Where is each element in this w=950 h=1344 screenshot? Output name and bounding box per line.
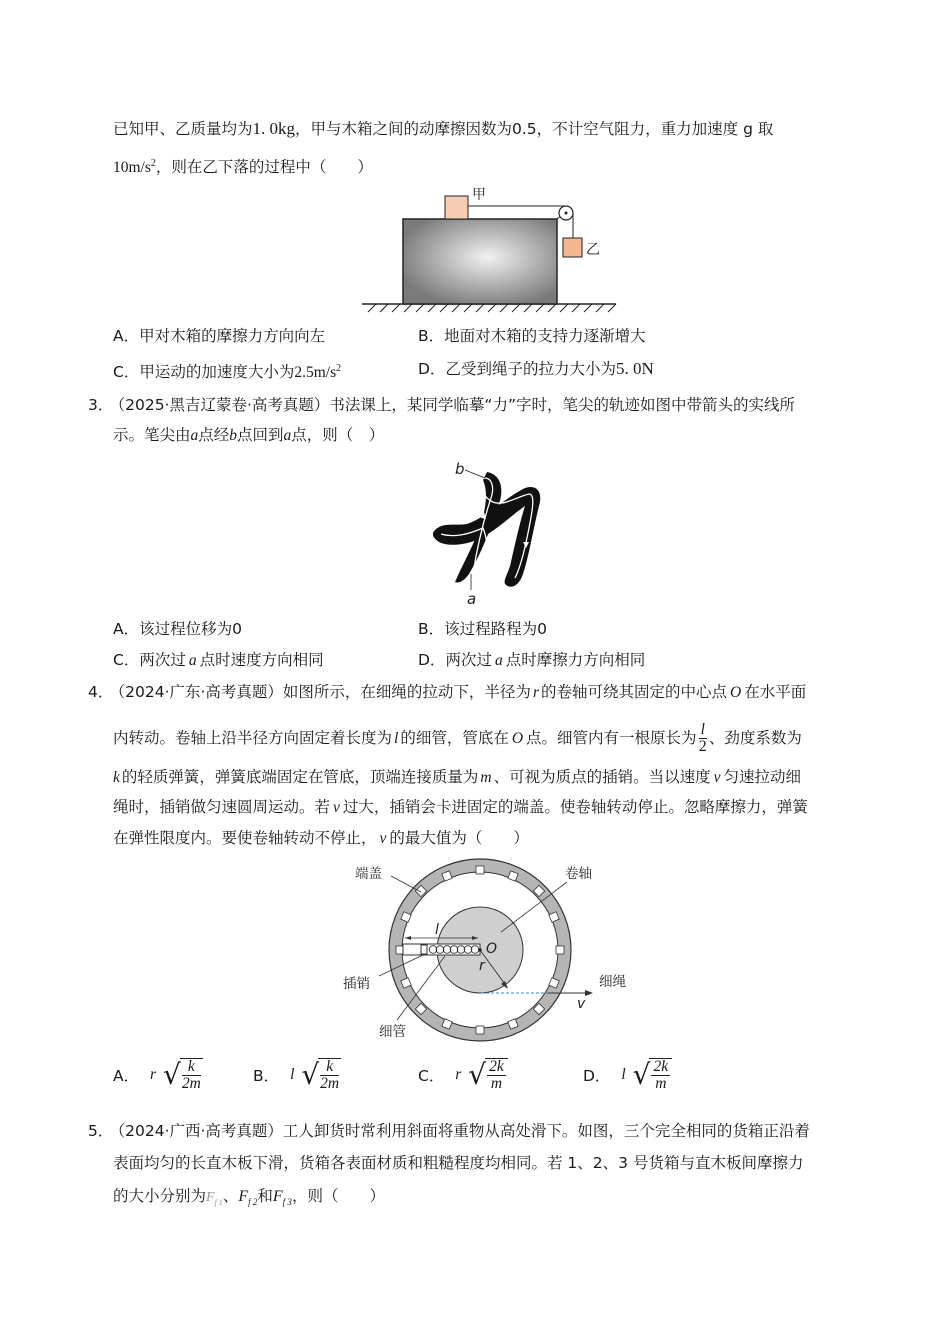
frac-den: m — [655, 1075, 667, 1092]
q5-stem-line1 — [88, 1120, 810, 1142]
q5-text: 、 — [222, 1187, 239, 1205]
frac-num: k — [320, 1059, 339, 1076]
option-text: 两次过 — [139, 651, 186, 669]
fraction — [182, 1059, 201, 1092]
option-text: 两次过 — [445, 651, 492, 669]
option-text: 该过程路程为0 — [444, 620, 548, 638]
q4-option-a[interactable] — [113, 1058, 203, 1092]
q5-text: ，则（ ） — [291, 1187, 385, 1205]
option-letter: A． — [113, 327, 140, 345]
var-v: v — [713, 769, 721, 786]
option-letter: D． — [418, 651, 446, 669]
arrow-head — [585, 990, 593, 996]
option-text: 乙受到绳子的拉力大小为 — [445, 360, 616, 378]
q3-figure-calligraphy-li — [425, 458, 555, 610]
q3-text: 点回到 — [237, 426, 284, 444]
var-b: b — [229, 427, 238, 444]
q3-stem-line1 — [88, 394, 795, 416]
sqrt: √ $\frac{k}{2m}$ — [163, 1058, 201, 1092]
q4-text: 过大，插销会卡进固定的端盖。使卷轴转动停止。忽略摩擦力，弹簧 — [342, 798, 808, 816]
frac-den: 2m — [181, 1075, 201, 1092]
q4-figure-reel — [335, 858, 635, 1048]
var-Ff3: F — [272, 1188, 283, 1205]
option-text: 点时摩擦力方向相同 — [505, 651, 646, 669]
var-v: v — [333, 799, 340, 816]
pulley-axle — [565, 212, 568, 215]
label-jia: 甲 — [472, 187, 486, 203]
q3-text: 点经 — [198, 426, 230, 444]
label-r: r — [479, 958, 485, 974]
option-text: 地面对木箱的支持力逐渐增大 — [444, 327, 646, 345]
option-pre: l — [621, 1066, 626, 1083]
var-v: v — [379, 830, 387, 847]
q5-text: 表面均匀的长直木板下滑，货箱各表面材质和粗糙程度均相同。若 1、2、3 号货箱与直木板间摩擦力 — [113, 1154, 804, 1172]
q3-text: 示。笔尖由 — [113, 426, 191, 444]
block-yi — [563, 238, 582, 257]
var-a: a — [188, 652, 197, 669]
q2-g-exp: 2 — [150, 158, 156, 169]
q4-text: 的最大值为（ ） — [389, 829, 529, 847]
fraction — [487, 1059, 506, 1092]
label-pin: 插销 — [343, 976, 370, 992]
frac-den: 2m — [320, 1075, 340, 1092]
q3-text: 点，则（ ） — [291, 426, 385, 444]
q4-text: 的细管，管底在 — [400, 729, 509, 747]
option-letter: B． — [253, 1067, 280, 1085]
var-k: k — [113, 769, 120, 786]
option-letter: D． — [583, 1067, 611, 1085]
option-text: 甲运动的加速度大小为 — [139, 363, 295, 382]
var-Ff2: F — [238, 1188, 249, 1205]
label-rope: 细绳 — [599, 974, 626, 990]
q4-stem-line4 — [113, 796, 808, 819]
q4-stem-line2 — [113, 722, 802, 755]
q3-number: 3． — [88, 396, 114, 414]
sqrt: √ $\frac{2k}{m}$ — [468, 1058, 507, 1092]
q4-stem-line5 — [113, 827, 529, 850]
q4-text: 的卷轴可绕其固定的中心点 — [540, 683, 727, 701]
fraction — [651, 1059, 670, 1092]
q4-text: 、可视为质点的插销。当以速度 — [493, 768, 711, 786]
option-letter: C． — [418, 1067, 445, 1085]
var-r: r — [532, 684, 539, 701]
frac-den: m — [490, 1075, 503, 1092]
option-value: 5. 0N — [615, 359, 654, 378]
label-v: v — [577, 996, 586, 1012]
frac-num: k — [182, 1059, 201, 1076]
label-yi: 乙 — [586, 242, 600, 258]
option-text: 甲对木箱的摩擦力方向向左 — [139, 327, 326, 345]
q4-text: 点。细管内有一根原长为 — [526, 729, 697, 747]
label-tube: 细管 — [379, 1024, 406, 1040]
q5-text: 和 — [257, 1187, 273, 1205]
pin — [421, 945, 427, 954]
q2-stem-line1 — [113, 118, 773, 140]
q5-text: 的大小分别为 — [113, 1187, 207, 1205]
q2-mass: 1. 0kg — [252, 119, 296, 138]
label-a: a — [467, 590, 477, 608]
q4-stem-line3 — [113, 766, 801, 789]
var-a: a — [283, 427, 292, 444]
q4-text: 内转动。卷轴上沿半径方向固定着长度为 — [113, 729, 393, 747]
q2-figure-box-pulley — [360, 182, 620, 314]
q4-number: 4． — [88, 683, 114, 701]
wooden-crate — [403, 219, 557, 304]
q3-text: （2025·黑吉辽蒙卷·高考真题）书法课上，某同学临摹“力”字时，笔尖的轨迹如图中带箭头的实线所 — [117, 396, 795, 414]
q4-text: 、劲度系数为 — [708, 729, 802, 747]
q4-text: （2024·广东·高考真题）如图所示，在细绳的拉动下，半径为 — [117, 683, 531, 701]
q2-stem-line2 — [113, 153, 373, 179]
var-a: a — [494, 652, 503, 669]
q4-option-d[interactable] — [583, 1058, 672, 1092]
label-b: b — [455, 460, 465, 478]
option-letter: C． — [113, 651, 140, 669]
label-l: l — [435, 922, 439, 938]
option-text: 该过程位移为0 — [139, 620, 242, 638]
option-value: 2.5m/s — [294, 364, 337, 382]
frac-num: l — [700, 721, 705, 738]
sqrt: √ $\frac{k}{2m}$ — [301, 1058, 340, 1092]
var-m: m — [480, 769, 492, 786]
q5-stem-line2 — [113, 1152, 803, 1174]
var-O: O — [511, 730, 524, 747]
q2-text: ，则在乙下落的过程中（ ） — [155, 158, 373, 177]
option-pre: l — [290, 1066, 295, 1083]
option-letter: A． — [113, 620, 140, 638]
var-Ff1-sub: f 1 — [214, 1198, 223, 1208]
option-letter: C． — [113, 363, 140, 382]
q2-option-c[interactable] — [113, 358, 341, 384]
var-Ff2-sub: f 2 — [248, 1197, 258, 1208]
label-O: O — [486, 941, 498, 957]
var-a: a — [190, 427, 199, 444]
q4-text: 在弹性限度内。要使卷轴转动不停止， — [113, 829, 377, 847]
q4-option-b[interactable] — [253, 1058, 341, 1092]
q2-text: ，甲与木箱之间的动摩擦因数为0.5，不计空气阻力，重力加速度 g 取 — [295, 120, 774, 138]
var-Ff1: F — [206, 1190, 215, 1205]
q4-text: 的轻质弹簧，弹簧底端固定在管底，顶端连接质量为 — [121, 768, 479, 786]
block-jia — [445, 196, 468, 219]
fraction-l-over-2 — [699, 722, 707, 755]
q2-text: 已知甲、乙质量均为 — [113, 120, 253, 138]
label-leader-b — [465, 470, 485, 478]
q5-stem-line3 — [113, 1185, 385, 1214]
ground-hatch — [368, 304, 616, 312]
option-text: 点时速度方向相同 — [199, 651, 324, 669]
q3-stem-line2 — [113, 424, 384, 447]
q4-text: 在水平面 — [744, 683, 807, 701]
option-letter: B． — [418, 327, 445, 345]
var-O: O — [730, 684, 742, 701]
q4-text: 绳时，插销做匀速圆周运动。若 — [113, 798, 331, 816]
frac-num: 2k — [489, 1058, 504, 1075]
sqrt: √ $\frac{2k}{m}$ — [633, 1058, 672, 1092]
option-letter: B． — [418, 620, 445, 638]
label-end-cap: 端盖 — [355, 866, 382, 882]
q3-option-d[interactable] — [418, 649, 645, 672]
q3-option-b[interactable] — [418, 618, 547, 640]
option-letter: A． — [113, 1067, 140, 1085]
q5-text: （2024·广西·高考真题）工人卸货时常利用斜面将重物从高处滑下。如图，三个完全相同的货箱正沿着 — [117, 1122, 810, 1140]
fraction — [320, 1059, 339, 1092]
q4-stem-line1 — [88, 681, 806, 704]
q4-option-c[interactable] — [418, 1058, 508, 1092]
q2-option-d[interactable] — [418, 358, 654, 380]
q3-option-c[interactable] — [113, 649, 324, 672]
option-pre: r — [455, 1066, 462, 1083]
var-Ff3-sub: f 3 — [282, 1197, 292, 1208]
q2-option-a[interactable] — [113, 325, 325, 347]
frac-num: 2k — [653, 1058, 669, 1075]
q2-option-b[interactable] — [418, 325, 646, 347]
frac-den: 2 — [698, 738, 707, 755]
q2-g-value: 10m/s — [113, 159, 151, 177]
q5-number: 5． — [88, 1122, 114, 1140]
label-reel: 卷轴 — [565, 866, 592, 882]
q3-option-a[interactable] — [113, 618, 242, 640]
option-letter: D． — [418, 360, 446, 378]
option-pre: r — [150, 1066, 157, 1083]
var-l: l — [394, 730, 399, 747]
q4-text: 匀速拉动细 — [723, 768, 802, 786]
option-exp: 2 — [336, 363, 342, 374]
